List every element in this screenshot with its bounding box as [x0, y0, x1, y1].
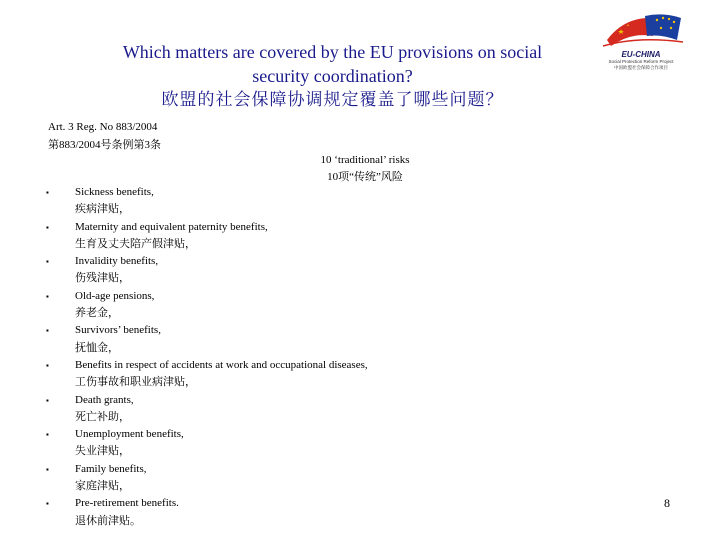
item-chinese: 疾病津贴， — [75, 203, 130, 216]
item-chinese: 抚恤金， — [75, 341, 119, 354]
reference-chinese: 第883/2004号条例第3条 — [48, 139, 162, 151]
slide-title — [60, 40, 605, 112]
bullet-icon: ▪ — [46, 430, 49, 440]
title-chinese: 欧盟的社会保障协调规定覆盖了哪些问题？ — [161, 90, 504, 109]
item-chinese: 退休前津贴。 — [75, 514, 141, 527]
logo-name: EU-CHINA — [621, 50, 661, 59]
bullet-icon: ▪ — [46, 188, 49, 197]
item-chinese: 死亡补助， — [75, 410, 130, 423]
bullet-icon: ▪ — [46, 257, 49, 267]
item-chinese: 养老金， — [75, 307, 119, 320]
item-english: Benefits in respect of accidents at work and occupational diseases, — [75, 358, 368, 371]
logo-flag-icon — [597, 10, 685, 52]
item-english: Death grants, — [75, 393, 134, 406]
bullet-icon: ▪ — [46, 395, 49, 405]
item-chinese: 工伤事故和职业病津贴， — [75, 376, 196, 389]
item-english: Pre-retirement benefits. — [75, 497, 179, 510]
logo-tagline-chinese: 中国欧盟社会保障合作项目 — [614, 65, 668, 70]
logo-tagline: Social Protection Reform Project — [608, 59, 674, 64]
bullet-icon: ▪ — [46, 360, 49, 370]
item-chinese: 失业津贴， — [75, 445, 130, 458]
bullet-icon: ▪ — [46, 326, 49, 336]
bullet-icon: ▪ — [46, 291, 49, 301]
item-chinese: 伤残津贴， — [75, 272, 130, 285]
bullet-icon: ▪ — [46, 499, 49, 509]
risks-heading-english: 10 ‘traditional’ risks — [320, 154, 410, 166]
item-english: Unemployment benefits, — [75, 428, 184, 441]
item-english: Survivors’ benefits, — [75, 324, 161, 337]
eu-china-logo — [597, 10, 685, 72]
item-chinese: 生育及丈夫陪产假津贴， — [75, 237, 196, 250]
page-number: 8 — [664, 496, 670, 510]
bullet-icon: ▪ — [46, 464, 49, 474]
risks-heading-chinese: 10项“传统”风险 — [327, 171, 403, 183]
reference-english: Art. 3 Reg. No 883/2004 — [48, 121, 158, 133]
regulation-reference — [48, 118, 161, 154]
item-english: Old-age pensions, — [75, 289, 155, 302]
title-english-line-1: Which matters are covered by the EU provisions on social — [122, 42, 543, 62]
title-english-line-2: security coordination? — [252, 66, 413, 86]
item-english: Maternity and equivalent paternity benefits, — [75, 220, 268, 233]
item-english: Family benefits, — [75, 462, 147, 475]
item-english: Invalidity benefits, — [75, 255, 159, 268]
risks-heading — [260, 152, 470, 186]
item-english: Sickness benefits, — [75, 186, 154, 198]
bullet-icon: ▪ — [46, 222, 49, 232]
item-chinese: 家庭津贴， — [75, 480, 130, 493]
